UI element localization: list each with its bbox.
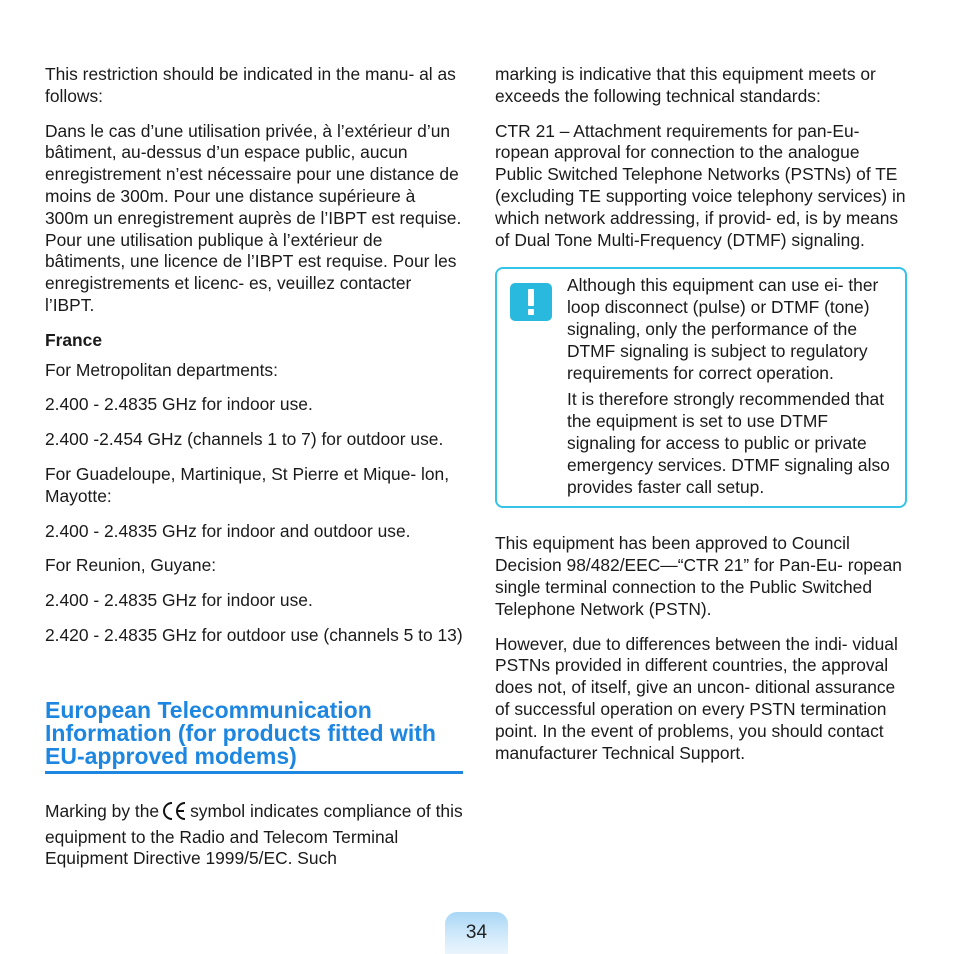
differences-paragraph: However, due to differences between the indi- vidual PSTNs provided in different countries, the approval does not, of itself, give an uncon- ditional assurance of successful operation on every PSTN termination point. In the event of problems, you should contact manufacturer Technical Support. [495, 633, 898, 763]
reunion-outdoor-paragraph: 2.420 - 2.4835 GHz for outdoor use (channels 5 to 13) [45, 624, 463, 645]
belgium-french-paragraph: Dans le cas d’une utilisation privée, à l’extérieur d’un bâtiment, au-dessus d’un espace public, aucun enregistrement n’est nécessaire pour une distance de moins de 300m. Pour une distance supérieure à 300m un enregistrement auprès de l’IBPT est requise. Pour une utilisation publique à l’extérieur de bâtiments, une licence de l’IBPT est requise. Pour les enregistrements et licenc- es, veuillez contacter l’IBPT. [45, 120, 462, 315]
marking-paragraph [45, 801, 463, 870]
caution-note [495, 267, 907, 508]
overseas-paragraph: For Guadeloupe, Martinique, St Pierre et Mique- lon, Mayotte: [45, 463, 450, 506]
france-heading: France [45, 329, 103, 350]
approval-paragraph: This equipment has been approved to Council Decision 98/482/EEC—“CTR 21” for Pan-Eu- ropean single terminal connection to the Public Switched Telephone Network (PSTN). [495, 533, 902, 619]
ctr21-paragraph: CTR 21 – Attachment requirements for pan-Eu- ropean approval for connection to the analogue Public Switched Telephone Networks (PSTNs) of TE (excluding TE supporting voice telephony services) in which network addressing, if provid- ed, is by means of Dual Tone Multi-Frequency (DTMF) signaling. [495, 120, 906, 250]
frequency-outdoor-paragraph: 2.400 -2.454 GHz (channels 1 to 7) for outdoor use. [45, 429, 444, 450]
note-paragraph-1: Although this equipment can use ei- ther loop disconnect (pulse) or DTMF (tone) signaling, only the performance of the DTMF signaling is subject to regulatory requirements for correct operation. [567, 275, 879, 383]
frequency-indoor-outdoor-paragraph: 2.400 - 2.4835 GHz for indoor and outdoor use. [45, 520, 411, 541]
page-number: 34 [445, 912, 508, 954]
frequency-indoor-paragraph: 2.400 - 2.4835 GHz for indoor use. [45, 394, 313, 415]
left-column [45, 64, 463, 883]
marking-after-text: symbol indicates compliance of this equipment to the Radio and Telecom Terminal Equipment Directive 1999/5/EC. Such [45, 800, 463, 869]
ce-mark-icon [161, 801, 187, 827]
metropolitan-paragraph: For Metropolitan departments: [45, 359, 278, 380]
right-column [495, 64, 907, 777]
reunion-indoor-paragraph: 2.400 - 2.4835 GHz for indoor use. [45, 590, 313, 611]
section-title: European Telecommunication Information (for products fitted with EU-approved modems) [45, 699, 463, 774]
restriction-paragraph: This restriction should be indicated in the manu- al as follows: [45, 64, 456, 106]
marking-before-text: Marking by the [45, 800, 160, 821]
marking-continued-paragraph: marking is indicative that this equipment meets or exceeds the following technical standards: [495, 64, 876, 106]
exclamation-icon [510, 283, 552, 321]
note-paragraph-2: It is therefore strongly recommended that the equipment is set to use DTMF signaling for access to public or private emergency services. DTMF signaling also provides faster call setup. [567, 389, 890, 497]
reunion-paragraph: For Reunion, Guyane: [45, 555, 217, 576]
